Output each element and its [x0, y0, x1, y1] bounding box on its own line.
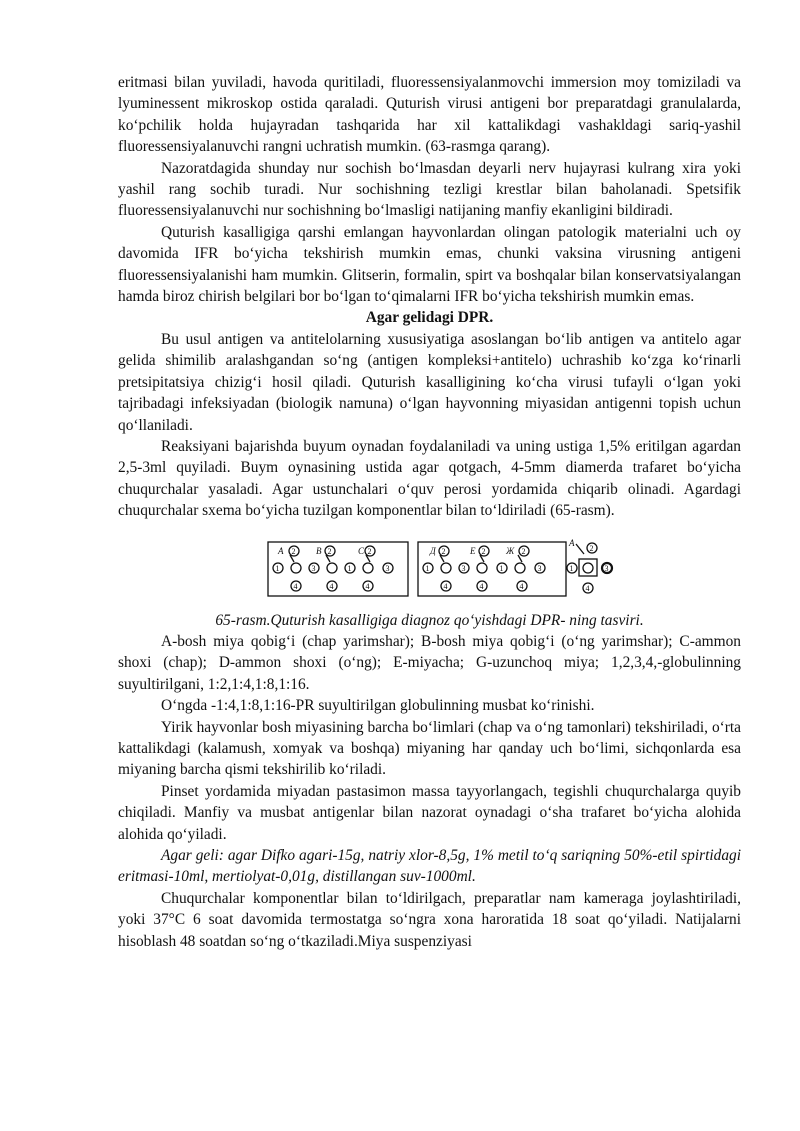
right-well-group	[567, 538, 612, 593]
paragraph-7: O‘ngda -1:4,1:8,1:16-PR suyultirilgan globulinning musbat ko‘rinishi.	[161, 697, 595, 715]
svg-text:1: 1	[499, 563, 504, 573]
svg-text:4: 4	[443, 581, 448, 591]
section-heading: Agar gelidagi DPR.	[365, 309, 494, 327]
svg-text:3: 3	[604, 563, 609, 573]
svg-text:4: 4	[479, 581, 484, 591]
paragraph-3: Quturish kasalligiga qarshi emlangan hayvonlardan olingan patologik materialni uch oy davomida IFR bo‘yicha tekshirish mumkin emas, chunki vaksina virusning antigeni fluoressensiyalanishi ham mumkin. Glitserin, formalin, spirt va boshqalar bilan konservatsiyalangan hamda biroz chirish belgilari bor bo‘lgan to‘qimalarni IFR bo‘yicha tekshirish mumkin emas.	[118, 223, 741, 306]
paragraph-6: A-bosh miya qobig‘i (chap yarimshar); B-bosh miya qobig‘i (o‘ng yarimshar); C-ammon shoxi (chap); D-ammon shoxi (o‘ng); E-miyacha; G-uzunchoq miya; 1,2,3,4,-globulinning suyultirilgani, 1:2,1:4,1:8,1:16.	[118, 632, 741, 693]
middle-well-group	[423, 546, 545, 591]
svg-text:2: 2	[291, 546, 296, 556]
svg-text:3: 3	[385, 563, 390, 573]
paragraph-9: Pinset yordamida miyadan pastasimon massa tayyorlangach, tegishli chuqurchalarga quyib chiqiladi. Manfiy va musbat antigenlar bilan nazorat oynadagi o‘sha trafaret bo‘yicha alohida alohida qo‘yiladi.	[118, 782, 741, 843]
label-b: В	[316, 545, 322, 556]
paragraph-11: Chuqurchalar komponentlar bilan to‘ldirilgach, preparatlar nam kameraga joylashtiriladi, yoki 37°C 6 soat davomida termostatga so‘ngra xona haroratida 18 soat qo‘yiladi. Natijalarni hisoblash 48 soatdan so‘ng o‘tkaziladi.Miya suspenziyasi	[118, 889, 741, 950]
label-a-right: A	[569, 537, 575, 548]
paragraph-2: Nazoratdagida shunday nur sochish bo‘lmasdan deyarli nerv hujayrasi kulrang xira yoki yashil rang sochib turadi. Nur sochishning tezligi krestlar bilan baholanadi. Spetsifik fluoressensiyalanuvchi nur sochishning bo‘lmasligi natijaning manfiy ekanligini bildiradi.	[118, 159, 741, 220]
svg-text:4: 4	[293, 581, 298, 591]
left-well-group	[273, 546, 393, 591]
paragraph-1: eritmasi bilan yuviladi, havoda quritiladi, fluoressensiyalanmovchi immersion moy tomiziladi va lyuminessent mikroskop ostida qaraladi. Quturish virusi antigeni bor preparatdagi granulalarda, ko‘pchilik holda hujayradan tashqarida har xil kattalikdagi vashakldagi sariq-yashil fluoressensiyalanuvchi rangni uchratish mumkin. (63-rasmga qarang).	[118, 74, 741, 156]
label-c: С	[358, 545, 365, 556]
dpr-scheme-drawing	[266, 536, 622, 598]
svg-text:2: 2	[521, 546, 526, 556]
svg-text:4: 4	[519, 581, 524, 591]
svg-text:2: 2	[441, 546, 446, 556]
svg-text:1: 1	[569, 563, 574, 573]
label-e: Е	[470, 545, 476, 556]
figure-caption: 65-rasm.Quturish kasalligiga diagnoz qo‘yishdagi DPR- ning tasviri.	[215, 611, 644, 629]
agar-plate-middle	[418, 542, 566, 596]
svg-text:3: 3	[461, 563, 466, 573]
svg-text:3: 3	[311, 563, 316, 573]
svg-text:4: 4	[585, 583, 590, 593]
paragraph-8: Yirik hayvonlar bosh miyasining barcha bo‘limlari (chap va o‘ng tamonlari) tekshiriladi, o‘rta kattalikdagi (kalamush, xomyak va boshqa) miyaning har qanday uch bo‘limi, sichqonlarda esa miyaning barcha qismi tekshirilib ko‘riladi.	[118, 718, 741, 779]
document-page	[118, 72, 741, 952]
paragraph-5: Reaksiyani bajarishda buyum oynadan foydalaniladi va uning ustiga 1,5% eritilgan agardan 2,5-3ml quyiladi. Buym oynasining ustida agar qotgach, 4-5mm diamerda trafaret bo‘yicha chuqurchalar yasaladi. Agar ustunchalari o‘quv perosi yordamida chiqarib olinadi. Agardagi chuqurchalar sxema bo‘yicha tuzilgan komponentlar bilan to‘ldiriladi (65-rasm).	[118, 437, 741, 520]
svg-text:2: 2	[367, 546, 372, 556]
label-d: Д	[430, 545, 436, 556]
svg-text:1: 1	[275, 563, 280, 573]
label-a: А	[278, 545, 284, 556]
svg-text:4: 4	[329, 581, 334, 591]
label-g: Ж	[506, 545, 515, 556]
svg-text:4: 4	[365, 581, 370, 591]
svg-text:1: 1	[347, 563, 352, 573]
svg-text:1: 1	[425, 563, 430, 573]
svg-text:3: 3	[537, 563, 542, 573]
svg-text:2: 2	[481, 546, 486, 556]
dpr-scheme-figure	[118, 536, 741, 604]
paragraph-10: Agar geli: agar Difko agari-15g, natriy xlor-8,5g, 1% metil to‘q sariqning 50%-etil spirtidagi eritmasi-10ml, mertiolyat-0,01g, distillangan suv-1000ml.	[118, 847, 741, 886]
svg-text:2: 2	[589, 543, 594, 553]
paragraph-4: Bu usul antigen va antitelolarning xususiyatiga asoslangan bo‘lib antigen va antitelo agar gelida shimilib aralashgandan so‘ng (antigen kompleksi+antitelo) uchrashib ko‘zga ko‘rinarli pretsipitatsiya chizig‘i hosil qiladi. Quturish kasalligining ko‘cha virusi tufayli o‘lgan yoki tajribadagi infeksiyadan (biologik namuna) o‘lgan hayvonning miyasidan antigenni topish uchun qo‘llaniladi.	[118, 330, 741, 434]
svg-text:2: 2	[327, 546, 332, 556]
